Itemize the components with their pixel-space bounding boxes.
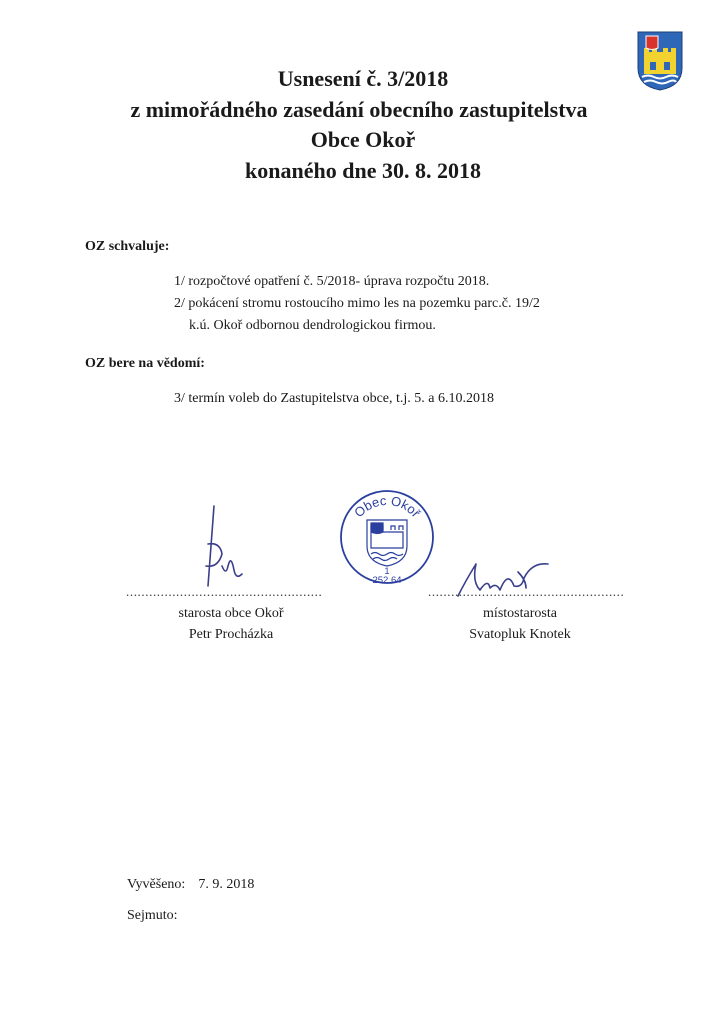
resolution-item-1: 1/ rozpočtové opatření č. 5/2018- úprava rozpočtu 2018. — [174, 274, 490, 289]
section-heading-notes: OZ bere na vědomí: — [85, 356, 205, 371]
signer-right-name: Svatopluk Knotek — [469, 627, 571, 642]
resolution-item-2-continued: k.ú. Okoř odbornou dendrologickou firmou. — [189, 318, 436, 333]
signer-left-name: Petr Procházka — [188, 627, 274, 642]
document-title — [0, 64, 726, 186]
signature-line-left: ................................................... — [126, 584, 323, 599]
svg-text:252 64: 252 64 — [372, 575, 402, 586]
signature-left-icon — [196, 504, 246, 590]
section-heading-approves: OZ schvaluje: — [85, 239, 170, 254]
resolution-item-2: 2/ pokácení stromu rostoucího mimo les na pozemku parc.č. 19/2 — [174, 296, 540, 311]
svg-text:1: 1 — [384, 566, 390, 576]
official-stamp-icon — [338, 488, 436, 586]
title-line-3: Obce Okoř — [310, 127, 416, 152]
posted-row — [127, 877, 254, 893]
title-line-2: z mimořádného zasedání obecního zastupitelstva — [130, 96, 588, 122]
signer-left-role: starosta obce Okoř — [178, 606, 284, 621]
svg-text:Obec Okoř: Obec Okoř — [351, 492, 424, 521]
removed-label: Sejmuto: — [127, 908, 178, 923]
signature-line-right: ................................................... — [428, 584, 625, 599]
posted-label: Vyvěšeno: — [127, 877, 186, 892]
signer-right-role: místostarosta — [483, 606, 557, 621]
title-line-4: konaného dne 30. 8. 2018 — [245, 157, 481, 183]
resolution-item-3: 3/ termín voleb do Zastupitelstva obce, t.j. 5. a 6.10.2018 — [174, 391, 494, 406]
posted-date: 7. 9. 2018 — [198, 877, 255, 892]
title-line-1: Usnesení č. 3/2018 — [277, 66, 449, 91]
